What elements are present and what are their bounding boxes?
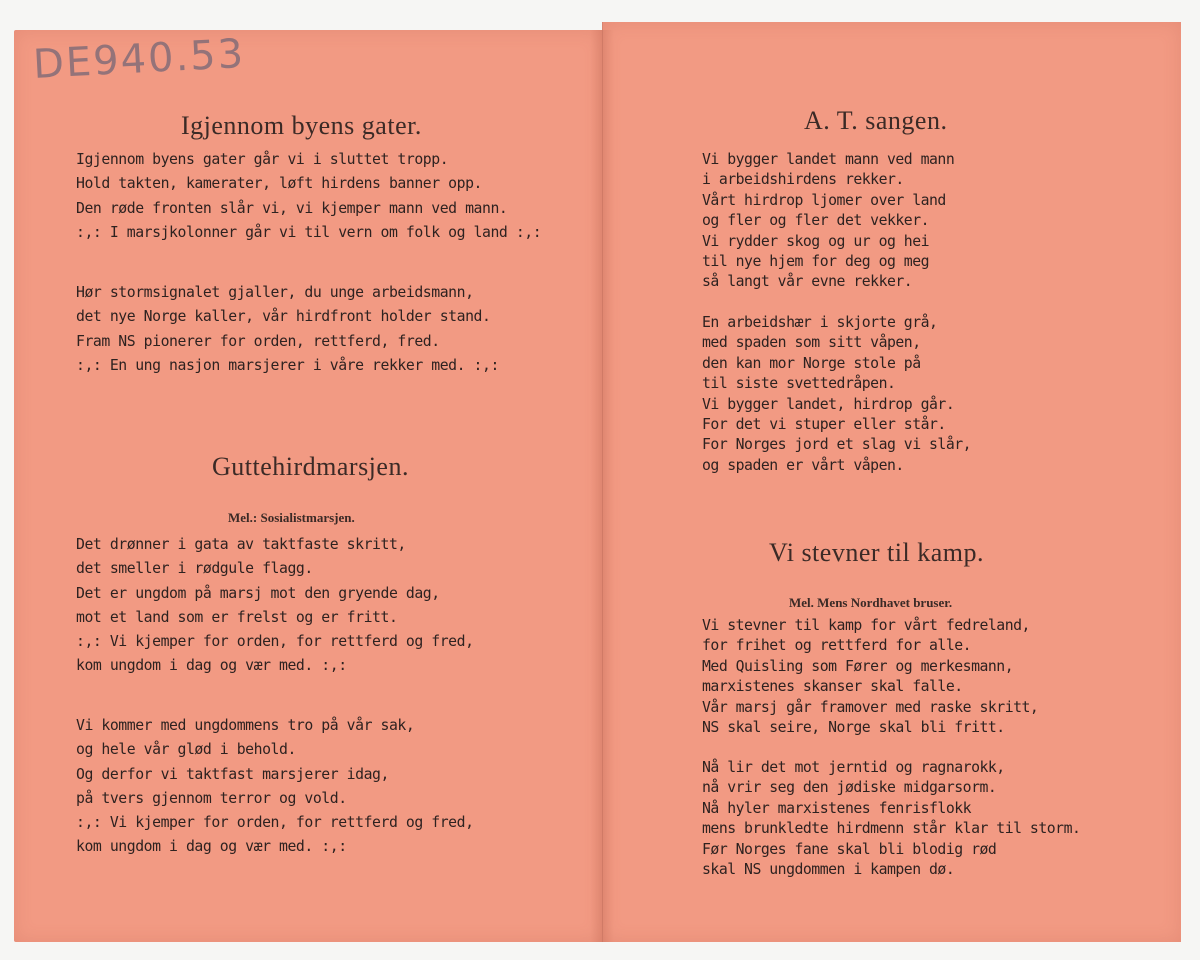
verse-line: og spaden er vårt våpen.	[702, 456, 904, 474]
stanza	[76, 148, 541, 245]
song-title: Igjennom byens gater.	[181, 111, 422, 140]
verse-line: Vi stevner til kamp for vårt fedreland,	[702, 617, 1030, 634]
verse-line: i arbeidshirdens rekker.	[702, 171, 904, 189]
melody-note: Mel.: Sosialistmarsjen.	[228, 510, 355, 525]
verse-line: :,: Vi kjemper for orden, for rettferd og fred,	[76, 633, 474, 651]
verse-line: kom ungdom i dag og vær med. :,:	[76, 657, 347, 675]
song-title: Guttehirdmarsjen.	[212, 452, 409, 481]
verse-line: Igjennom byens gater går vi i sluttet tropp.	[76, 151, 449, 168]
song-title: Vi stevner til kamp.	[769, 538, 984, 567]
stanza	[76, 533, 474, 679]
verse-line: Hold takten, kamerater, løft hirdens banner opp.	[76, 175, 483, 193]
verse-line: Vi rydder skog og ur og hei	[702, 232, 930, 250]
verse-line: NS skal seire, Norge skal bli fritt.	[702, 719, 1005, 737]
verse-line: marxistenes skanser skal falle.	[702, 678, 963, 696]
verse-line: til siste svettedråpen.	[702, 375, 896, 393]
verse-line: Fram NS pionerer for orden, rettferd, fred.	[76, 332, 440, 350]
verse-line: mens brunkledte hirdmenn står klar til storm.	[702, 820, 1081, 838]
verse-line: En arbeidshær i skjorte grå,	[702, 314, 938, 331]
verse-line: og hele vår glød i behold.	[76, 741, 296, 759]
verse-line: og fler og fler det vekker.	[702, 212, 930, 230]
verse-line: Det er ungdom på marsj mot den gryende dag,	[76, 584, 440, 602]
verse-line: Vi bygger landet, hirdrop går.	[702, 395, 955, 413]
song-title: A. T. sangen.	[804, 106, 948, 135]
verse-line: Nå lir det mot jerntid og ragnarokk,	[702, 759, 1005, 776]
stanza	[702, 616, 1038, 738]
verse-line: det smeller i rødgule flagg.	[76, 560, 313, 578]
verse-line: Nå hyler marxistenes fenrisflokk	[702, 799, 972, 817]
verse-line: :,: I marsjkolonner går vi til vern om folk og land :,:	[76, 223, 542, 241]
verse-line: Og derfor vi taktfast marsjerer idag,	[76, 765, 389, 783]
verse-line: på tvers gjennom terror og vold.	[76, 789, 347, 807]
verse-line: Det drønner i gata av taktfaste skritt,	[76, 536, 406, 553]
verse-line: kom ungdom i dag og vær med. :,:	[76, 838, 347, 856]
verse-line: Vi bygger landet mann ved mann	[702, 151, 955, 168]
stanza	[76, 281, 499, 378]
melody-note: Mel. Mens Nordhavet bruser.	[789, 595, 953, 610]
verse-line: Den røde fronten slår vi, vi kjemper mann ved mann.	[76, 199, 508, 217]
stanza	[76, 714, 474, 860]
verse-line: :,: Vi kjemper for orden, for rettferd og fred,	[76, 814, 474, 832]
verse-line: Vårt hirdrop ljomer over land	[702, 191, 946, 209]
stanza	[702, 150, 954, 293]
verse-line: skal NS ungdommen i kampen dø.	[702, 861, 955, 879]
catalog-number: DE940.53	[32, 30, 247, 88]
verse-line: :,: En ung nasjon marsjerer i våre rekker med. :,:	[76, 356, 499, 374]
verse-line: til nye hjem for deg og meg	[702, 253, 930, 271]
verse-line: med spaden som sitt våpen,	[702, 334, 921, 352]
verse-line: For Norges jord et slag vi slår,	[702, 436, 972, 454]
verse-line: for frihet og rettferd for alle.	[702, 637, 972, 655]
stanza	[702, 313, 971, 476]
verse-line: mot et land som er frelst og er fritt.	[76, 608, 398, 626]
verse-line: nå vrir seg den jødiske midgarsorm.	[702, 779, 997, 797]
verse-line: så langt vår evne rekker.	[702, 273, 913, 291]
verse-line: Med Quisling som Fører og merkesmann,	[702, 657, 1014, 675]
verse-line: For det vi stuper eller står.	[702, 416, 946, 434]
verse-line: Før Norges fane skal bli blodig rød	[702, 840, 997, 858]
verse-line: Vi kommer med ungdommens tro på vår sak,	[76, 717, 415, 734]
stanza	[702, 758, 1080, 880]
verse-line: Vår marsj går framover med raske skritt,	[702, 698, 1039, 716]
verse-line: den kan mor Norge stole på	[702, 354, 921, 372]
verse-line: Hør stormsignalet gjaller, du unge arbeidsmann,	[76, 284, 474, 301]
verse-line: det nye Norge kaller, vår hirdfront holder stand.	[76, 308, 491, 326]
